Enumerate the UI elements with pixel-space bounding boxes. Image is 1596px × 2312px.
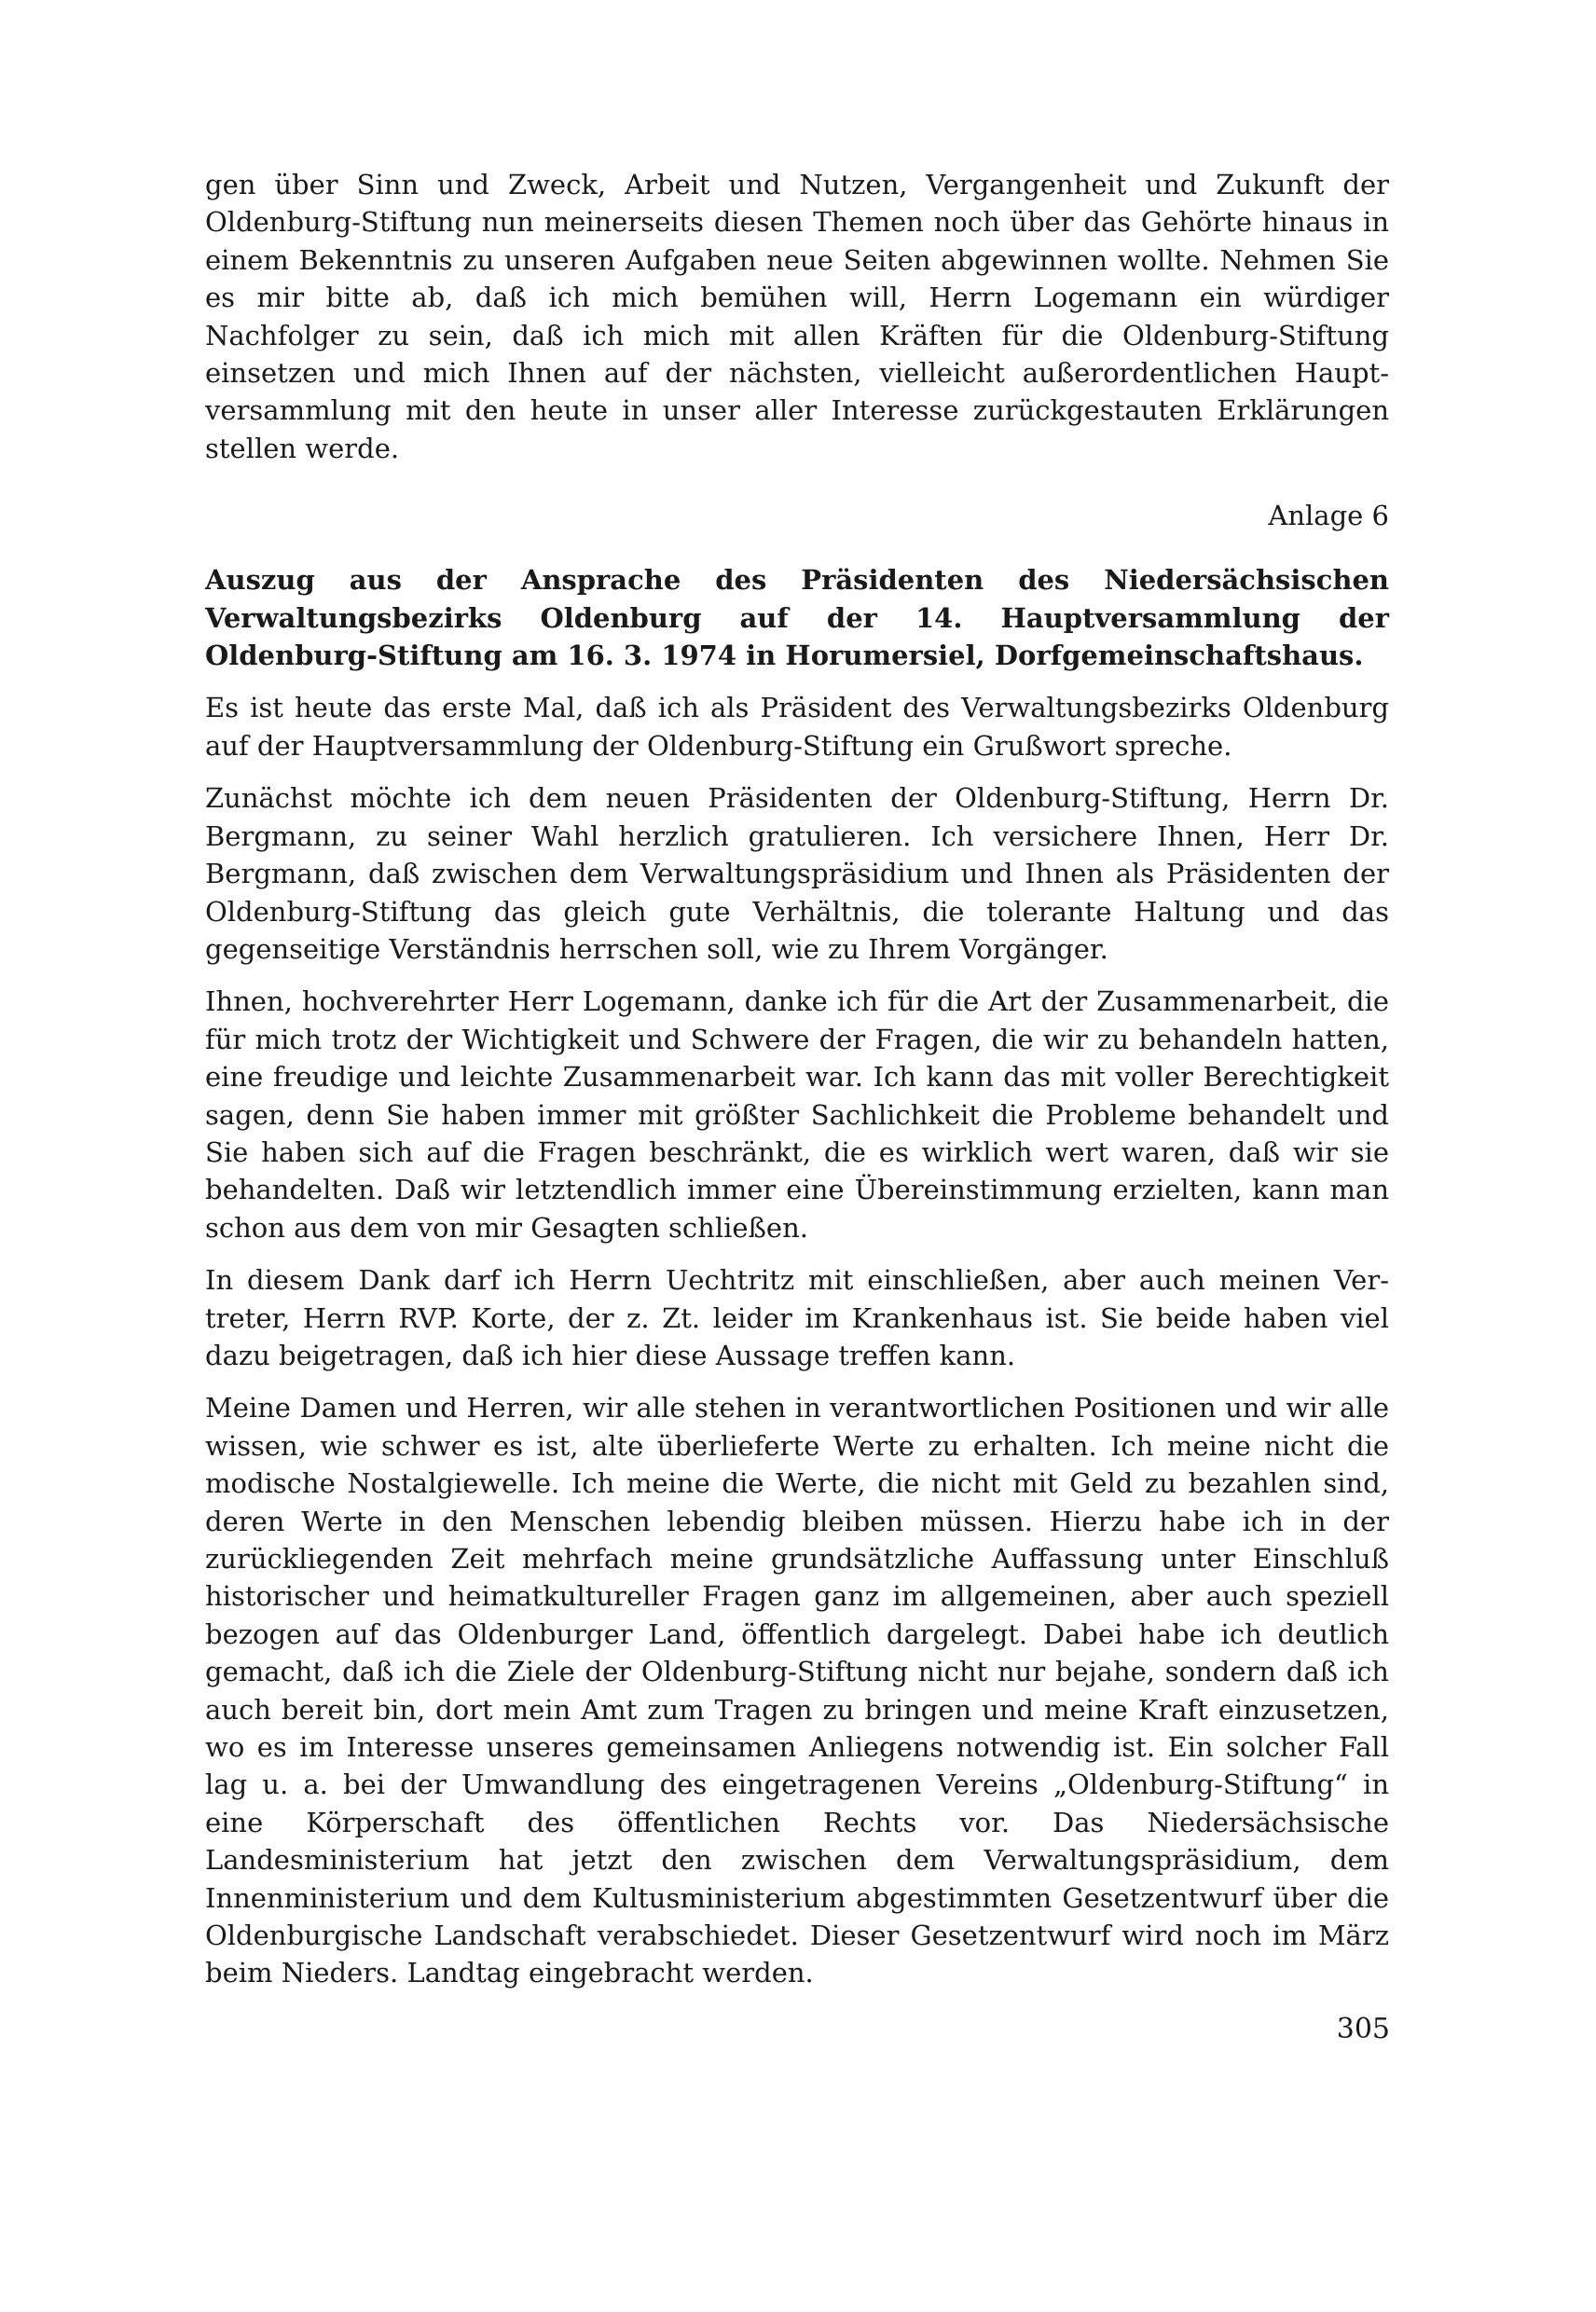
paragraph-5: Meine Damen und Herren, wir alle stehen in verantwortlichen Positionen und wir alle wissen, wie schwer es ist, alte überlieferte Werte zu erhalten. Ich meine nicht die modische Nostalgiewelle. Ich meine die Werte, die nicht mit Geld zu bezahlen sind, deren Werte in den Menschen lebendig bleiben müssen. Hierzu habe ich in der zurückliegenden Zeit mehrfach meine grundsätzliche Auffassung unter Einschluß historischer und heimatkultureller Fragen ganz im allgemeinen, aber auch speziell bezogen auf das Oldenburger Land, öffentlich dargelegt. Dabei habe ich deutlich gemacht, daß ich die Ziele der Oldenburg-Stiftung nicht nur bejahe, sondern daß ich auch bereit bin, dort mein Amt zum Tragen zu bringen und meine Kraft einzusetzen, wo es im Interesse unseres gemeinsamen Anliegens notwendig ist. Ein solcher Fall lag u. a. bei der Umwandlung des eingetragenen Vereins „Oldenburg-Stiftung“ in eine Körperschaft des öffentlichen Rechts vor. Das Niedersächsische Landesministerium hat jetzt den zwischen dem Verwaltungspräsidium, dem Innenministerium und dem Kultusministerium abgestimmten Gesetzentwurf über die Oldenburgische Landschaft verabschiedet. Dieser Gesetzentwurf wird noch im März beim Nieders. Landtag eingebracht werden. [205,1392,1389,1989]
page-number: 305 [1336,2013,1390,2045]
paragraph-2: Zunächst möchte ich dem neuen Präsidenten der Oldenburg-Stiftung, Herrn Dr. Bergmann, zu seiner Wahl herzlich gratulieren. Ich versichere Ihnen, Herr Dr. Bergmann, daß zwischen dem Verwaltungspräsidium und Ihnen als Präsidenten der Oldenburg-Stiftung das gleich gute Verhältnis, die tolerante Haltung und das gegenseitige Verständnis herrschen soll, wie zu Ihrem Vorgänger. [205,782,1389,965]
section-heading: Auszug aus der Ansprache des Präsidenten des Niedersächsischen Verwaltungsbezirks Oldenburg auf der 14. Hauptversammlung der Oldenburg-Stiftung am 16. 3. 1974 in Horumersiel, Dorfgemeinschaftshaus. [205,564,1389,672]
paragraph-4: In diesem Dank darf ich Herrn Uechtritz mit einschließen, aber auch meinen Vertreter, Herrn RVP. Korte, der z. Zt. leider im Krankenhaus ist. Sie beide haben viel dazu beigetragen, daß ich hier diese Aussage treffen kann. [205,1264,1389,1371]
annex-label: Anlage 6 [1268,500,1389,532]
intro-paragraph: gen über Sinn und Zweck, Arbeit und Nutzen, Vergangenheit und Zukunft der Oldenburg-Stiftung nun meinerseits diesen Themen noch über das Gehörte hinaus in einem Bekenntnis zu unseren Aufgaben neue Seiten abgewinnen wollte. Nehmen Sie es mir bitte ab, daß ich mich bemühen will, Herrn Logemann ein würdiger Nachfolger zu sein, daß ich mich mit allen Kräften für die Oldenburg-Stiftung einsetzen und mich Ihnen auf der nächsten, vielleicht außerordentlichen Hauptversammlung mit den heute in unser aller Interesse zurückgestauten Erklärungen stellen werde. [205,169,1389,464]
paragraph-1: Es ist heute das erste Mal, daß ich als Präsident des Verwaltungsbezirks Oldenburg auf der Hauptversammlung der Oldenburg-Stiftung ein Grußwort spreche. [205,692,1389,762]
page-body [205,166,1389,2007]
paragraph-3: Ihnen, hochverehrter Herr Logemann, danke ich für die Art der Zusammenarbeit, die für mich trotz der Wichtigkeit und Schwere der Fragen, die wir zu behandeln hatten, eine freudige und leichte Zusammenarbeit war. Ich kann das mit voller Berechtigkeit sagen, denn Sie haben immer mit größter Sachlichkeit die Probleme behandelt und Sie haben sich auf die Fragen beschränkt, die es wirklich wert waren, daß wir sie behandelten. Daß wir letztendlich immer eine Übereinstimmung erzielten, kann man schon aus dem von mir Gesagten schließen. [205,985,1389,1244]
